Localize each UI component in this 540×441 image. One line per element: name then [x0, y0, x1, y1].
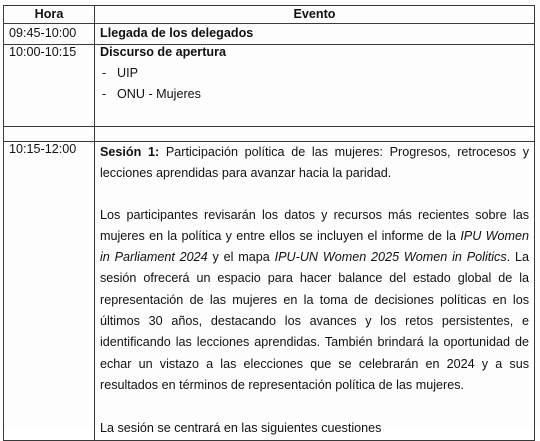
- header-evento: Evento: [95, 6, 535, 24]
- speaker-label: UIP: [117, 66, 138, 80]
- agenda-table: [3, 5, 535, 441]
- session-cell: [95, 142, 535, 441]
- session-heading: [100, 142, 529, 185]
- header-hora: Hora: [4, 6, 95, 24]
- table-row: [4, 142, 535, 441]
- speaker-label: ONU - Mujeres: [117, 87, 201, 101]
- report-title: IPU Women in Parliament 2024: [100, 228, 529, 265]
- session-title: Participación política de las mujeres: Progresos, retrocesos y lecciones aprendidas para avanzar hacia la paridad.: [100, 145, 529, 181]
- table-row: [4, 45, 535, 127]
- row-event-title: Llegada de los delegados: [95, 24, 535, 45]
- gap-cell: [4, 127, 95, 142]
- table-header-row: [4, 6, 535, 24]
- description-text: y el mapa: [207, 250, 275, 265]
- row-time: 09:45-10:00: [4, 24, 95, 45]
- map-title: IPU-UN Women 2025 Women in Politics: [274, 250, 507, 265]
- table-row: [4, 24, 535, 45]
- row-event-cell: [95, 45, 535, 127]
- speaker-list: [100, 63, 529, 105]
- description-text: . La sesión ofrecerá un espacio para hacer balance del estado global de la representación de las mujeres en la toma de decisiones políticas en los últimos 30 años, destacando los avances y los retos persistentes, e identificando las lecciones aprendidas. También brindará la oportunidad de echar un vistazo a las elecciones que se celebrarán en 2024 y a sus resultados en términos de representación política de las mujeres.: [100, 250, 529, 392]
- description-text: Los participantes revisarán los datos y recursos más recientes sobre las mujeres en la política y entre ellos se incluyen el informe de la: [100, 207, 529, 243]
- row-time: 10:00-10:15: [4, 45, 95, 127]
- session-focus-intro: La sesión se centrará en las siguientes cuestiones: [100, 421, 382, 436]
- list-item: [100, 63, 529, 84]
- session-description: [100, 205, 529, 397]
- dash-bullet: -: [102, 87, 107, 101]
- dash-bullet: -: [102, 66, 107, 80]
- row-time: 10:15-12:00: [4, 142, 95, 441]
- session-label: Sesión 1:: [100, 145, 160, 159]
- row-event-title: Discurso de apertura: [100, 45, 226, 59]
- list-item: [100, 84, 529, 105]
- table-gap-row: [4, 127, 535, 142]
- gap-cell: [95, 127, 535, 142]
